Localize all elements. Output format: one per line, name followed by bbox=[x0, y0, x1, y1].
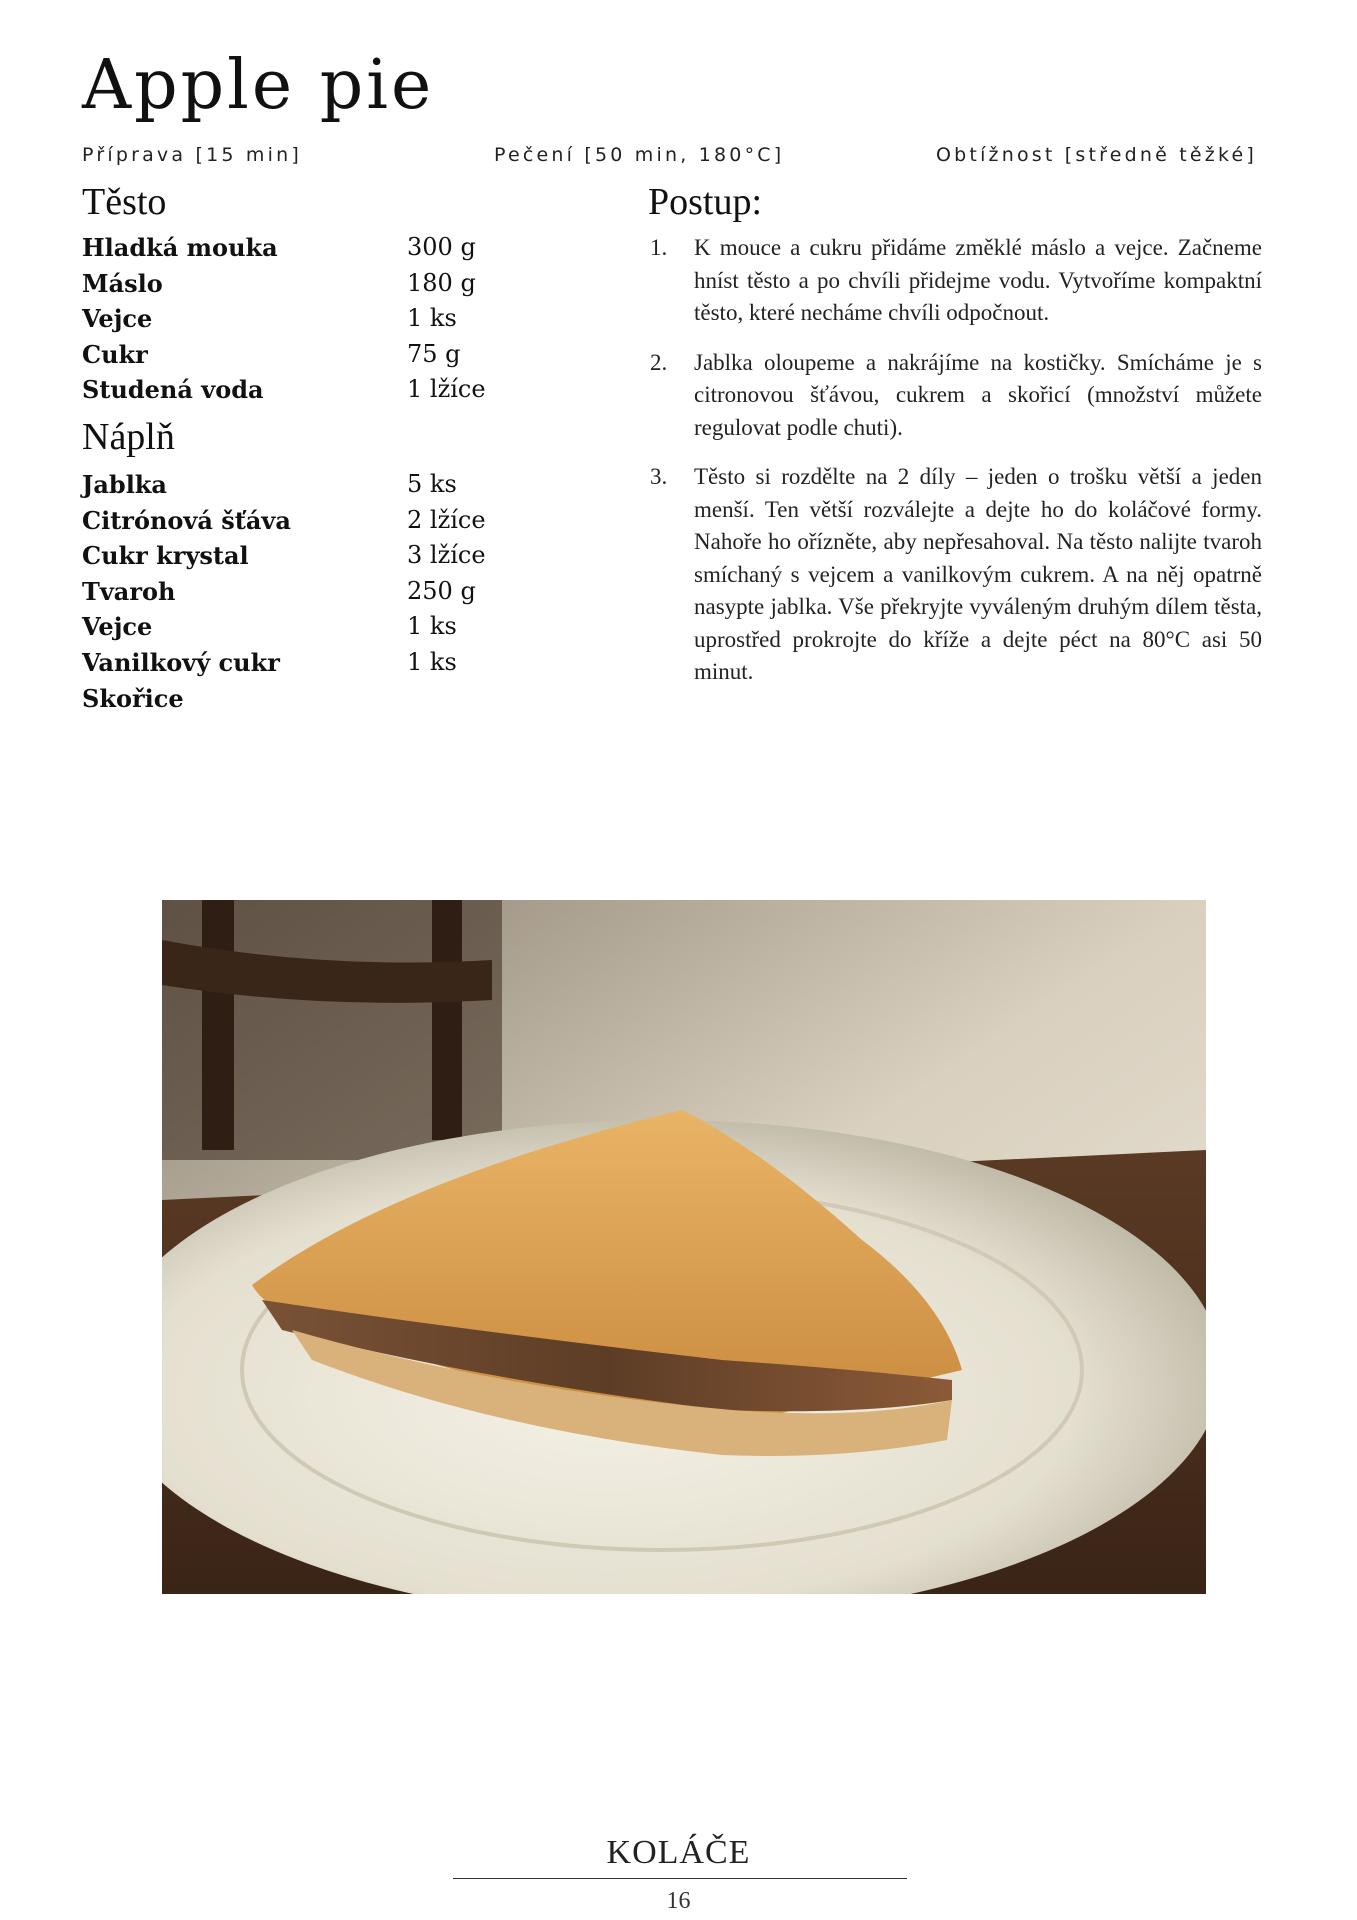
ingredient-name: Citrónová šťáva bbox=[82, 505, 291, 535]
filling-heading: Náplň bbox=[82, 416, 175, 458]
ingredient-quantity: 5 ks bbox=[407, 470, 457, 498]
difficulty: Obtížnost [středně těžké] bbox=[936, 144, 1257, 166]
chair-leg-right bbox=[432, 900, 462, 1140]
ingredient-quantity: 1 ks bbox=[407, 647, 457, 676]
ingredient-row bbox=[82, 230, 562, 266]
procedure-steps bbox=[650, 232, 1262, 706]
section-footer: KOLÁČE bbox=[606, 1834, 751, 1871]
page-number: 16 bbox=[666, 1888, 691, 1914]
ingredient-quantity: 1 ks bbox=[407, 304, 457, 333]
ingredient-row bbox=[82, 266, 562, 302]
ingredient-name: Hladká mouka bbox=[82, 233, 278, 262]
procedure-step bbox=[650, 461, 1262, 689]
ingredient-name: Vejce bbox=[82, 304, 153, 334]
filling-ingredient-list bbox=[82, 467, 562, 716]
ingredient-row bbox=[82, 574, 562, 610]
apple-pie-photo bbox=[162, 900, 1206, 1594]
ingredient-name: Skořice bbox=[82, 683, 184, 713]
ingredient-name: Cukr krystal bbox=[82, 541, 249, 571]
baking-time: Pečení [50 min, 180°C] bbox=[494, 144, 785, 166]
ingredient-row bbox=[82, 609, 562, 645]
recipe-title: Apple pie bbox=[82, 46, 435, 125]
dough-heading: Těsto bbox=[82, 181, 167, 223]
procedure-heading: Postup: bbox=[648, 181, 763, 223]
ingredient-quantity: 75 g bbox=[407, 339, 461, 368]
preparation-time: Příprava [15 min] bbox=[82, 144, 302, 166]
ingredient-quantity: 1 lžíce bbox=[407, 375, 486, 404]
step-text: K mouce a cukru přidáme změklé máslo a vejce. Začneme hníst těsto a po chvíli přidejme vodu. Vytvoříme kompaktní těsto, které necháme chvíli odpočnout. bbox=[694, 235, 1262, 325]
step-number: 3. bbox=[650, 464, 668, 489]
procedure-step bbox=[650, 232, 1262, 330]
step-number: 2. bbox=[650, 349, 668, 375]
step-number: 1. bbox=[650, 235, 668, 260]
ingredient-name: Vejce bbox=[82, 612, 153, 642]
ingredient-row bbox=[82, 538, 562, 574]
ingredient-row bbox=[82, 301, 562, 337]
ingredient-name: Studená voda bbox=[82, 375, 264, 405]
footer-divider bbox=[453, 1878, 907, 1879]
ingredient-name: Cukr bbox=[82, 339, 148, 369]
dough-ingredient-list bbox=[82, 230, 562, 408]
ingredient-row bbox=[82, 645, 562, 681]
pie-photo-illustration bbox=[162, 900, 1206, 1594]
chair-leg-left bbox=[202, 900, 234, 1150]
ingredient-quantity: 250 g bbox=[407, 576, 476, 605]
ingredient-quantity: 2 lžíce bbox=[407, 505, 486, 534]
ingredient-row bbox=[82, 467, 562, 503]
ingredient-quantity: 3 lžíce bbox=[407, 541, 486, 570]
step-text: Těsto si rozdělte na 2 díly – jeden o trošku větší a jeden menší. Ten větší rozválejte a dejte ho do koláčové formy. Nahoře ho ořízněte, aby nepřesahoval. Na těsto nalijte tvaroh smíchaný s vejcem a vanilkovým cukrem. A na něj opatrně nasypte jablka. Vše překryjte vyváleným druhým dílem těsta, uprostřed prokrojte do kříže a dejte péct na 80°C asi 50 minut. bbox=[694, 464, 1262, 684]
ingredient-name: Vanilkový cukr bbox=[82, 647, 280, 677]
ingredient-row bbox=[82, 681, 562, 717]
ingredient-row bbox=[82, 372, 562, 408]
ingredient-name: Tvaroh bbox=[82, 576, 176, 606]
procedure-step bbox=[650, 347, 1262, 445]
ingredient-quantity: 300 g bbox=[407, 233, 476, 261]
step-text: Jablka oloupeme a nakrájíme na kostičky. Smícháme je s citronovou šťávou, cukrem a skořicí (množství můžete regulovat podle chuti). bbox=[694, 349, 1262, 440]
ingredient-quantity: 180 g bbox=[407, 268, 476, 297]
ingredient-row bbox=[82, 337, 562, 373]
ingredient-row bbox=[82, 503, 562, 539]
ingredient-name: Máslo bbox=[82, 268, 163, 298]
ingredient-quantity: 1 ks bbox=[407, 612, 457, 641]
ingredient-name: Jablka bbox=[82, 470, 167, 499]
